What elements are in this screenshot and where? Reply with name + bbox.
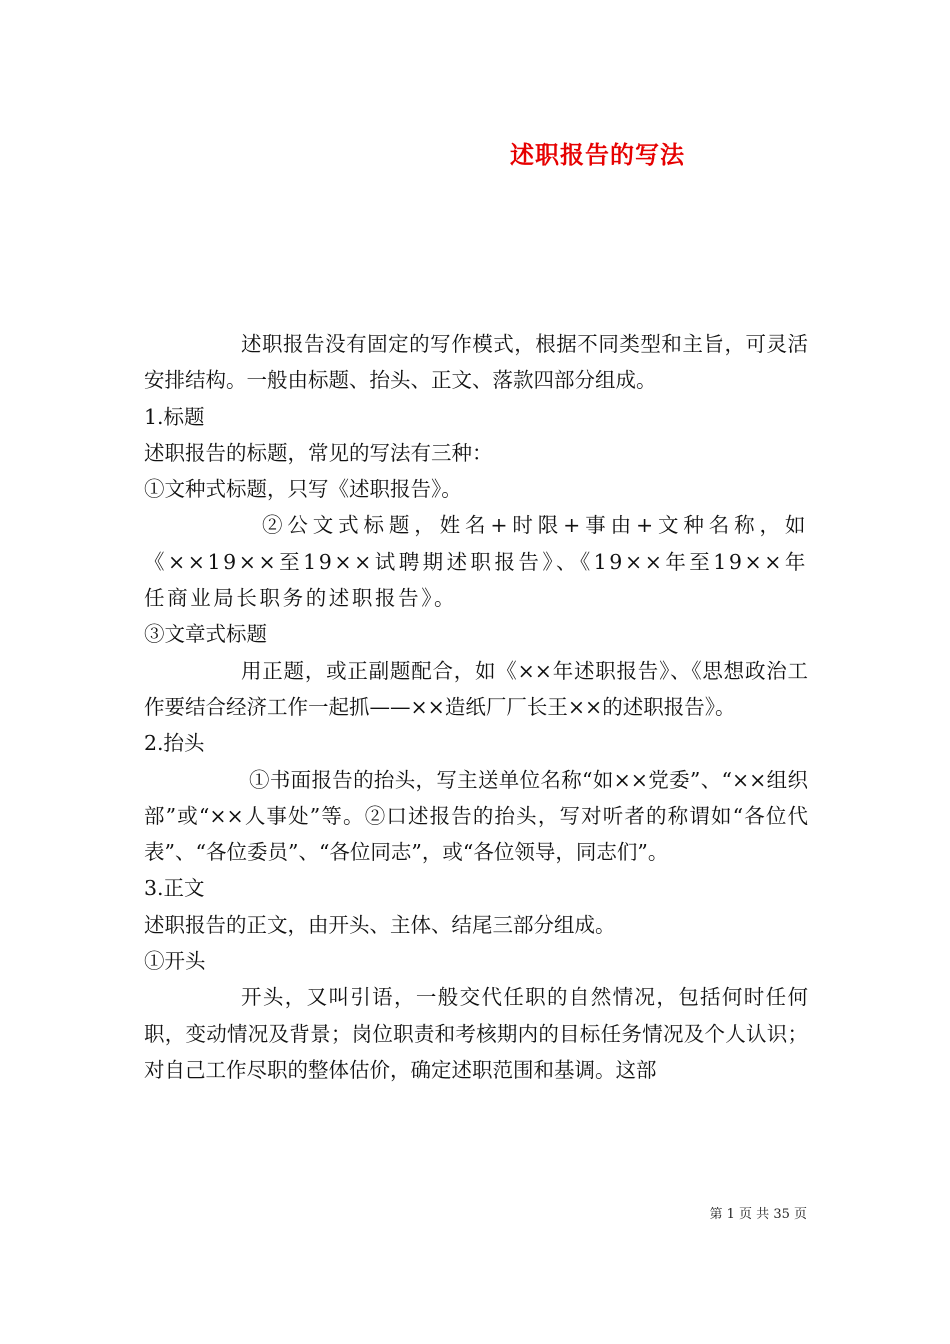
list-item: ③文章式标题 [144,622,267,647]
paragraph: 述职报告的标题，常见的写法有三种： [144,440,493,465]
list-item: ②公文式标题，姓名+时限+事由+文种名称，如《××19××至19××试聘期述职报告》、《19××年至19××年任商业局长职务的述职报告》。 [144,513,808,611]
paragraph: 开头，又叫引语，一般交代任职的自然情况，包括何时任何职，变动情况及背景；岗位职责和考核期内的目标任务情况及个人认识；对自己工作尽职的整体估价，确定述职范围和基调。这部 [144,985,808,1082]
paragraph: ①书面报告的抬头，写主送单位名称“如××党委”、“××组织部”或“××人事处”等。②口述报告的抬头，写对听者的称谓如“各位代表”、“各位委员”、“各位同志”，或“各位领导，同志们”。 [144,767,808,865]
page-footer: 第 1 页 共 35 页 [709,1207,807,1222]
page-title: 述职报告的写法 [510,141,685,169]
list-item: ①开头 [144,949,206,974]
paragraph: 述职报告的正文，由开头、主体、结尾三部分组成。 [144,912,616,937]
list-item: ①文种式标题，只写《述职报告》。 [144,477,462,502]
section-heading: 3.正文 [144,876,205,901]
document-body [144,326,808,1088]
section-heading: 1.标题 [144,404,205,429]
paragraph: 述职报告没有固定的写作模式，根据不同类型和主旨，可灵活安排结构。一般由标题、抬头、正文、落款四部分组成。 [144,332,808,393]
section-heading: 2.抬头 [144,731,205,756]
paragraph: 用正题，或正副题配合，如《××年述职报告》、《思想政治工作要结合经济工作一起抓——××造纸厂厂长王××的述职报告》。 [144,658,808,719]
